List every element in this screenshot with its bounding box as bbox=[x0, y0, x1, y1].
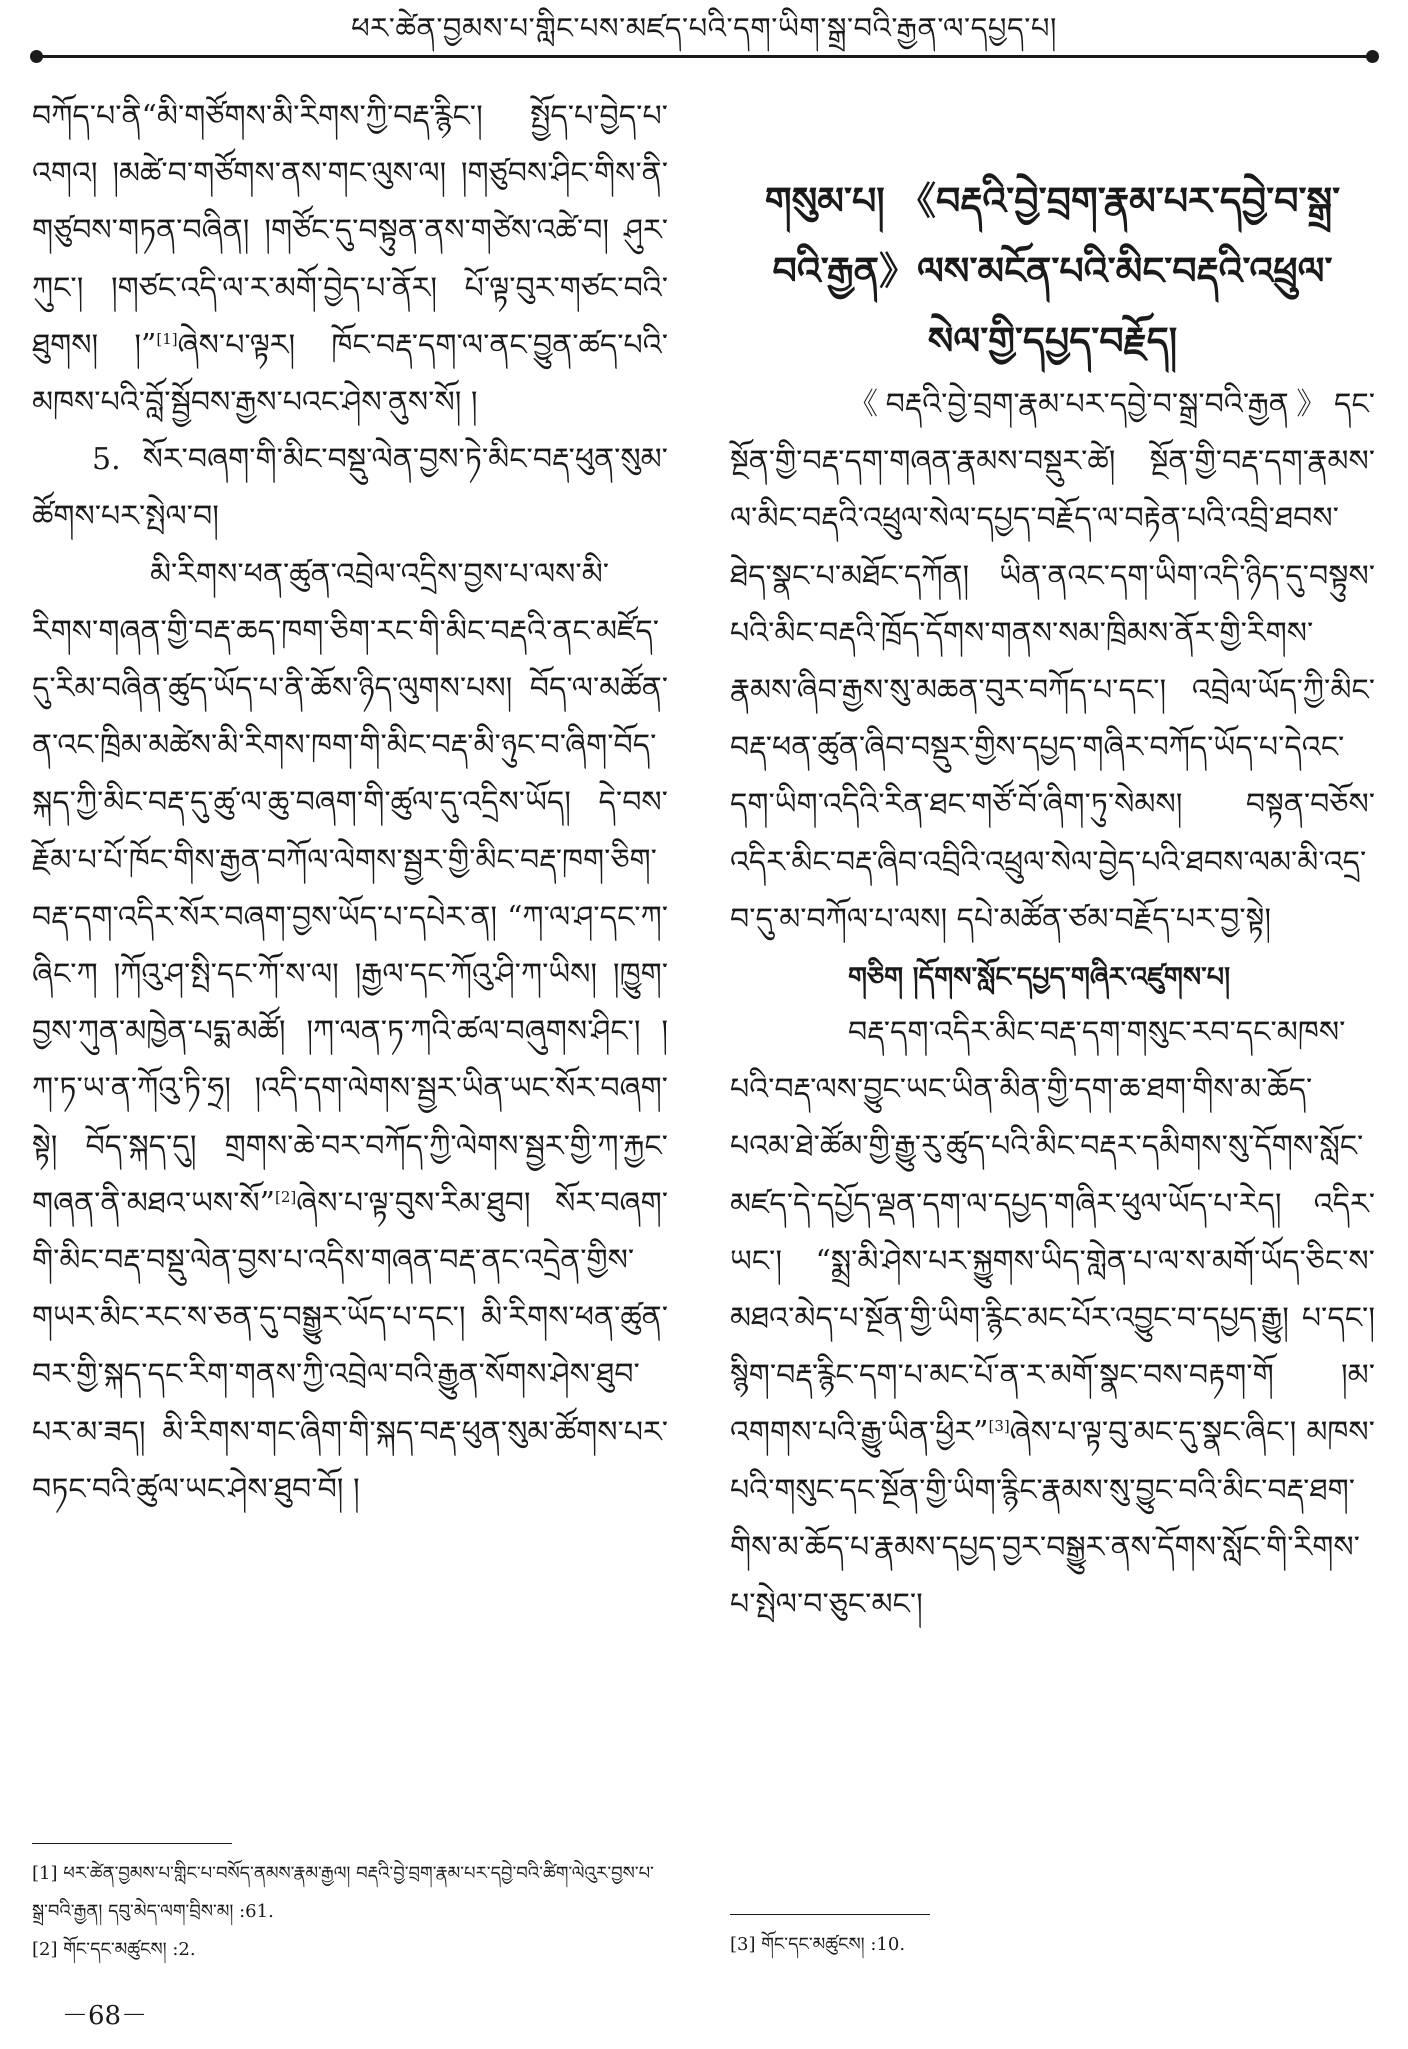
footnote-1: [1] ཕར་ཚེན་བྱམས་པ་གླིང་པ་བསོད་ནམས་རྣམ་རྒྱལ། བརྡའི་བྱེ་བྲག་རྣམ་པར་དབྱེ་བའི་ཚིག་ལེའུར་བྱས་པ་སྒྲ་བའི་རྒྱན། དབུ་མེད་ལག་བྲིས་མ། :61. bbox=[32, 1863, 654, 1922]
left-paragraph-body: མི་རིགས་ཕན་ཚུན་འབྲེལ་འདྲིས་བྱས་པ་ལས་མི་རིགས་གཞན་གྱི་བརྡ་ཆད་ཁག་ཅིག་རང་གི་མིང་བརྡའི་ནང་མཛོད་དུ་རིམ་བཞིན་ཚུད་ཡོད་པ་ནི་ཆོས་ཉིད་ལུགས་པས། བོད་ལ་མཚོན་ན་འང་ཁྲིམ་མཚེས་མི་རིགས་ཁག་གི་མིང་བརྡ་མི་ཉུང་བ་ཞིག་བོད་སྐད་ཀྱི་མིང་བརྡ་དུ་ཚུ་ལ་ཆུ་བཞག་གི་ཚུལ་དུ་འདྲིས་ཡོད། དེ་བས་རྗོམ་པ་པོ་ཁོང་གིས་རྒྱན་བཀོལ་ལེགས་སྦྱར་གྱི་མིང་བརྡ་ཁག་ཅིག་བརྡ་དག་འདིར་སོར་བཞག་བྱས་ཡོད་པ་དཔེར་ན། “ཀ་ལ་ཤ་དང་ཀ་ཞིང་ཀ །ཀོའུ་ཤ་སྤི་དང་ཀོ་ས་ལ། །རྒྱལ་དང་ཀོའུ་ཤི་ཀ་ཡིས། །ཁྱུག་བྱས་ཀུན་མཁྱེན་པདྨ་མཚོ། །ཀ་ལན་ཏ་ཀའི་ཚལ་བཞུགས་ཤིང་། །ཀ་ཏ་ཡ་ན་ཀོའུ་ཏི་ཧྲ། །འདི་དག་ལེགས་སྦྱར་ཡིན་ཡང་སོར་བཞག་སྟེ། བོད་སྐད་དུ། གྲགས་ཆེ་བར་བཀོད་ཀྱི་ལེགས་སྦྱར་གྱི་ཀ་རྐྱང་གཞན་ནི་མཐའ་ཡས་སོ”[2]ཞེས་པ་ལྟ་བུས་རིམ་ཐུབ། སོར་བཞག་གི་མིང་བརྡ་བསྡུ་ལེན་བྱས་པ་འདིས་གཞན་བརྡ་ནང་འདྲེན་གྱིས་གཡར་མིང་རང་ས་ཅན་དུ་བསྒྱུར་ཡོད་པ་དང་། མི་རིགས་ཕན་ཚུན་བར་གྱི་སྐད་དང་རིག་གནས་ཀྱི་འབྲེལ་བའི་རྒྱུན་སོགས་ཤེས་ཐུབ་པར་མ་ཟད། མི་རིགས་གང་ཞིག་གི་སྐད་བརྡ་ཕུན་སུམ་ཚོགས་པར་བཏང་བའི་ཚུལ་ཡང་ཤེས་ཐུབ་བོ། ། bbox=[32, 556, 668, 1507]
sub-heading: གཅིག །དོགས་སློང་དཔྱད་གཞིར་འཛུགས་པ། bbox=[848, 962, 1231, 994]
page-number: －68－ bbox=[62, 2001, 148, 2031]
running-header: ཕར་ཚེན་བྱམས་པ་གླིང་པས་མཛད་པའི་དག་ཡིག་སྒྲ་བའི་རྒྱན་ལ་དཔྱད་པ། bbox=[351, 11, 1057, 45]
right-intro-paragraph: 《བརྡའི་བྱེ་བྲག་རྣམ་པར་དབྱེ་བ་སྒྲ་བའི་རྒྱན》དང་སྔོན་གྱི་བརྡ་དག་གཞན་རྣམས་བསྡུར་ཚེ། སྔོན་གྱི་བརྡ་དག་རྣམས་ལ་མིང་བརྡའི་འཕྲུལ་སེལ་དཔྱད་བརྗོད་ལ་བརྟེན་པའི་འབྲི་ཐབས་ཐེད་སྣང་པ་མཐོང་དཀོན། ཡིན་ནའང་དག་ཡིག་འདི་ཉིད་དུ་བསྟུས་པའི་མིང་བརྡའི་ཁྲོད་དོགས་གནས་སམ་ཁྲིམས་ནོར་གྱི་རིགས་རྣམས་ཞིབ་རྒྱས་སུ་མཆན་བུར་བཀོད་པ་དང་། འབྲེལ་ཡོད་ཀྱི་མིང་བརྡ་ཕན་ཚུན་ཞིབ་བསྡུར་གྱིས་དཔྱད་གཞིར་བཀོད་ཡོད་པ་དེའང་དག་ཡིག་འདིའི་རིན་ཐང་གཙོ་བོ་ཞིག་ཏུ་སེམས། བསྟན་བཅོས་འདིར་མིང་བརྡ་ཞིབ་འབྲིའི་འཕྲུལ་སེལ་བྱེད་པའི་ཐབས་ལམ་མི་འདྲ་བ་དུ་མ་བཀོལ་པ་ལས། དཔེ་མཚོན་ཙམ་བརྗོད་པར་བྱ་སྟེ། bbox=[730, 387, 1375, 937]
header-rule-right-dot bbox=[1366, 50, 1379, 63]
footnote-ref[interactable]: [2] bbox=[275, 1187, 297, 1206]
footnote-ref[interactable]: [1] bbox=[156, 329, 178, 348]
left-column bbox=[32, 88, 668, 1518]
header-rule bbox=[38, 55, 1370, 58]
left-numbered-heading: 5. སོར་བཞག་གི་མིང་བསྡུ་ལེན་བྱས་ཏེ་མིང་བརྡ་ཕུན་སུམ་ཚོགས་པར་སྤེལ་བ། bbox=[32, 442, 668, 535]
footnote-2: [2] གོང་དང་མཚུངས། :2. bbox=[32, 1939, 196, 1960]
right-body-paragraph: བརྡ་དག་འདིར་མིང་བརྡ་དག་གསུང་རབ་དང་མཁས་པའི་བརྡ་ལས་བྱུང་ཡང་ཡིན་མིན་གྱི་དག་ཆ་ཐག་གིས་མ་ཆོད་པའམ་ཐེ་ཚོམ་གྱི་རྒྱུ་རུ་ཚུད་པའི་མིང་བརྡར་དམིགས་སུ་དོགས་སློང་མཛད་དེ་དཔྱོད་ལྡན་དག་ལ་དཔྱད་གཞིར་ཕུལ་ཡོད་པ་རེད། འདིར་ཡང་། “སྨྲ་མི་ཤེས་པར་སྐྱུགས་ཡིད་གླེན་པ་ལ་ས་མགོ་ཡོད་ཅིང་ས་མཐའ་མེད་པ་སྔོན་གྱི་ཡིག་རྙིང་མང་པོར་འབྱུང་བ་དཔྱད་རྒྱུ། པ་དང་། སྙིག་བརྡ་རྙིང་དག་པ་མང་པོ་ན་ར་མགོ་སྣང་བས་བརྟག་གོ །མ་འགགས་པའི་རྒྱུ་ཡིན་ཕྱིར”[3]ཞེས་པ་ལྟ་བུ་མང་དུ་སྣང་ཞིང་། མཁས་པའི་གསུང་དང་སྔོན་གྱི་ཡིག་རྙིང་རྣམས་སུ་བྱུང་བའི་མིང་བརྡ་ཐག་གིས་མ་ཆོད་པ་རྣམས་དཔྱད་བྱར་བསྒྱུར་ནས་དོགས་སློང་གི་རིགས་པ་སྤེལ་བ་ཅུང་མང་། bbox=[730, 1015, 1375, 1623]
footnote-3: [3] གོང་དང་མཚུངས། :10. bbox=[730, 1934, 906, 1955]
footnotes-left bbox=[32, 1855, 668, 1969]
right-column bbox=[730, 88, 1375, 1633]
footnote-divider bbox=[730, 1914, 930, 1915]
header-rule-left-dot bbox=[30, 50, 43, 63]
left-paragraph-quote: བཀོད་པ་ནི“མི་གཙོགས་མི་རིགས་ཀྱི་བརྡ་རྙིང་། སྤྱོད་པ་བྱེད་པ་འགའ། །མཚེ་བ་གཙོགས་ནས་གང་ལུས་ལ། །གཙུབས་ཤིང་གིས་ནི་གཙུབས་གཏན་བཞིན། །གཙོང་དུ་བསྟུན་ནས་གཙེས་འཚེ་བ། ཤུར་ཀུང་། །གཙང་འདི་ལ་ར་མགོ་བྱེད་པ་ནོར། པོ་ལྟ་བུར་གཙང་བའི་ཐུགས། །”[1]ཞེས་པ་ལྟར། ཁོང་བརྡ་དག་ལ་ནང་བྱུན་ཚད་པའི་མཁས་པའི་བློ་སྦྱོབས་རྒྱས་པའང་ཤེས་ནུས་སོ། ། bbox=[32, 99, 668, 421]
footnote-ref[interactable]: [3] bbox=[988, 1417, 1010, 1436]
section-heading: གསུམ་པ། 《བརྡའི་བྱེ་བྲག་རྣམ་པར་དབྱེ་བ་སྒྲ་བའི་རྒྱན》ལས་མངོན་པའི་མིང་བརྡའི་འཕྲུལ་སེལ་གྱི་དཔྱད་བརྗོད། bbox=[764, 178, 1341, 363]
footnotes-right bbox=[730, 1926, 1375, 1964]
footnote-divider bbox=[32, 1843, 232, 1844]
